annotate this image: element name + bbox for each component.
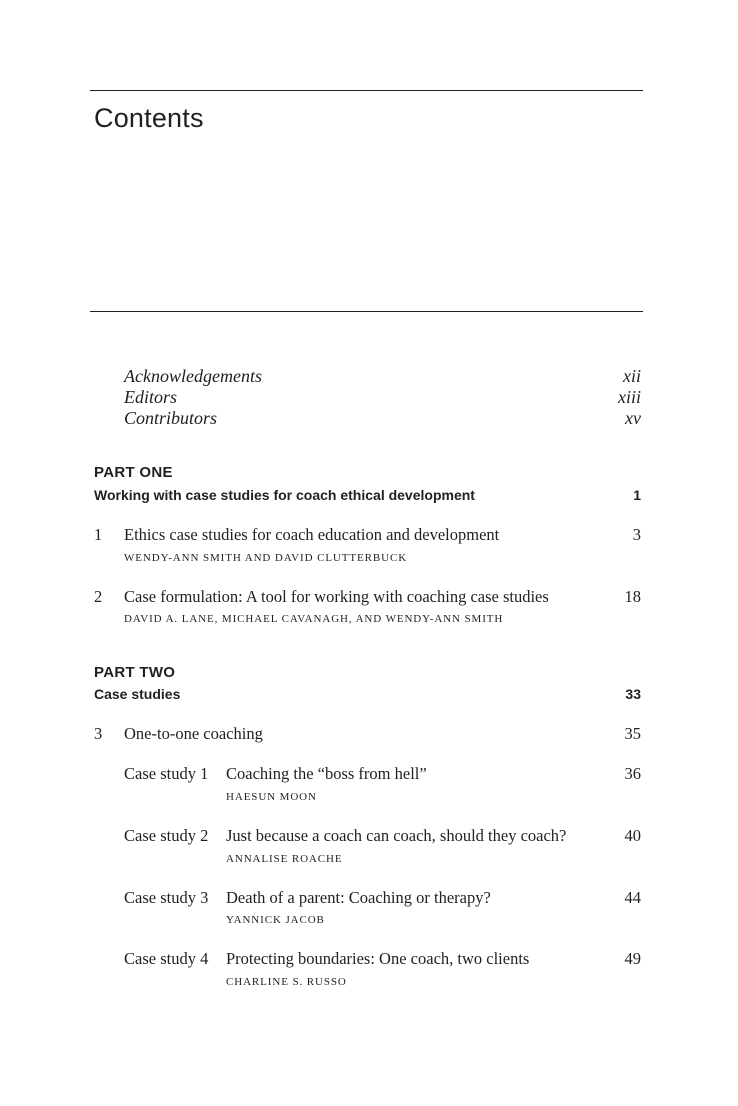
- part-one-heading[interactable]: [94, 486, 641, 504]
- case-study-label: Case study 3: [124, 888, 209, 907]
- case-study-title: Protecting boundaries: One coach, two clients: [226, 949, 530, 968]
- chapter-page: 18: [624, 587, 641, 606]
- toc-entry-editors[interactable]: [94, 386, 641, 408]
- toc-entry-contributors[interactable]: [94, 407, 641, 429]
- chapter-title: Ethics case studies for coach education and development: [124, 525, 500, 544]
- chapter-2-entry[interactable]: [94, 587, 641, 607]
- chapter-number: 3: [94, 724, 103, 743]
- case-study-title: Coaching the “boss from hell”: [226, 764, 427, 783]
- case-study-page: 44: [624, 888, 641, 907]
- toc-entry-acknowledgements[interactable]: [94, 365, 641, 387]
- bottom-rule: [90, 311, 643, 312]
- chapter-2-authors-row: [94, 612, 641, 626]
- case-study-2-entry[interactable]: [94, 826, 641, 846]
- part-page: 33: [625, 686, 641, 702]
- case-study-1-entry[interactable]: [94, 764, 641, 784]
- case-study-author: YANNICK JACOB: [226, 914, 325, 926]
- toc-entry-page: xv: [625, 408, 641, 428]
- toc-entry-page: xiii: [618, 387, 641, 407]
- toc-entry-title: Acknowledgements: [124, 366, 262, 386]
- chapter-authors: DAVID A. LANE, MICHAEL CAVANAGH, AND WENDY-ANN SMITH: [124, 613, 504, 625]
- chapter-authors: WENDY-ANN SMITH AND DAVID CLUTTERBUCK: [124, 552, 408, 564]
- case-study-page: 40: [624, 826, 641, 845]
- case-study-3-entry[interactable]: [94, 888, 641, 908]
- chapter-page: 3: [632, 525, 641, 544]
- part-title: Case studies: [94, 686, 181, 702]
- chapter-1-authors-row: [94, 551, 641, 565]
- part-two-heading[interactable]: [94, 685, 641, 703]
- part-two-label: PART TWO: [94, 664, 176, 681]
- case-study-label: Case study 4: [124, 949, 209, 968]
- case-study-author: ANNALISE ROACHE: [226, 853, 343, 865]
- case-study-label: Case study 2: [124, 826, 209, 845]
- case-study-label: Case study 1: [124, 764, 209, 783]
- page-title: Contents: [94, 103, 204, 133]
- chapter-title: Case formulation: A tool for working with coaching case studies: [124, 587, 549, 606]
- chapter-page: 35: [624, 724, 641, 743]
- case-study-3-author-row: [94, 913, 641, 927]
- case-study-author: HAESUN MOON: [226, 791, 317, 803]
- case-study-1-author-row: [94, 790, 641, 804]
- part-title: Working with case studies for coach ethical development: [94, 487, 475, 503]
- part-one-label: PART ONE: [94, 464, 173, 481]
- chapter-1-entry[interactable]: [94, 525, 641, 545]
- toc-entry-title: Editors: [124, 387, 178, 407]
- case-study-title: Just because a coach can coach, should they coach?: [226, 826, 567, 845]
- case-study-author: CHARLINE S. RUSSO: [226, 976, 347, 988]
- chapter-number: 2: [94, 587, 103, 606]
- part-page: 1: [633, 487, 641, 503]
- chapter-number: 1: [94, 525, 103, 544]
- case-study-2-author-row: [94, 852, 641, 866]
- chapter-3-entry[interactable]: [94, 724, 641, 744]
- toc-entry-page: xii: [623, 366, 641, 386]
- toc-entry-title: Contributors: [124, 408, 218, 428]
- chapter-title: One-to-one coaching: [124, 724, 263, 743]
- case-study-4-entry[interactable]: [94, 949, 641, 969]
- case-study-4-author-row: [94, 975, 641, 989]
- case-study-title: Death of a parent: Coaching or therapy?: [226, 888, 491, 907]
- top-rule: [90, 90, 643, 91]
- case-study-page: 36: [624, 764, 641, 783]
- case-study-page: 49: [624, 949, 641, 968]
